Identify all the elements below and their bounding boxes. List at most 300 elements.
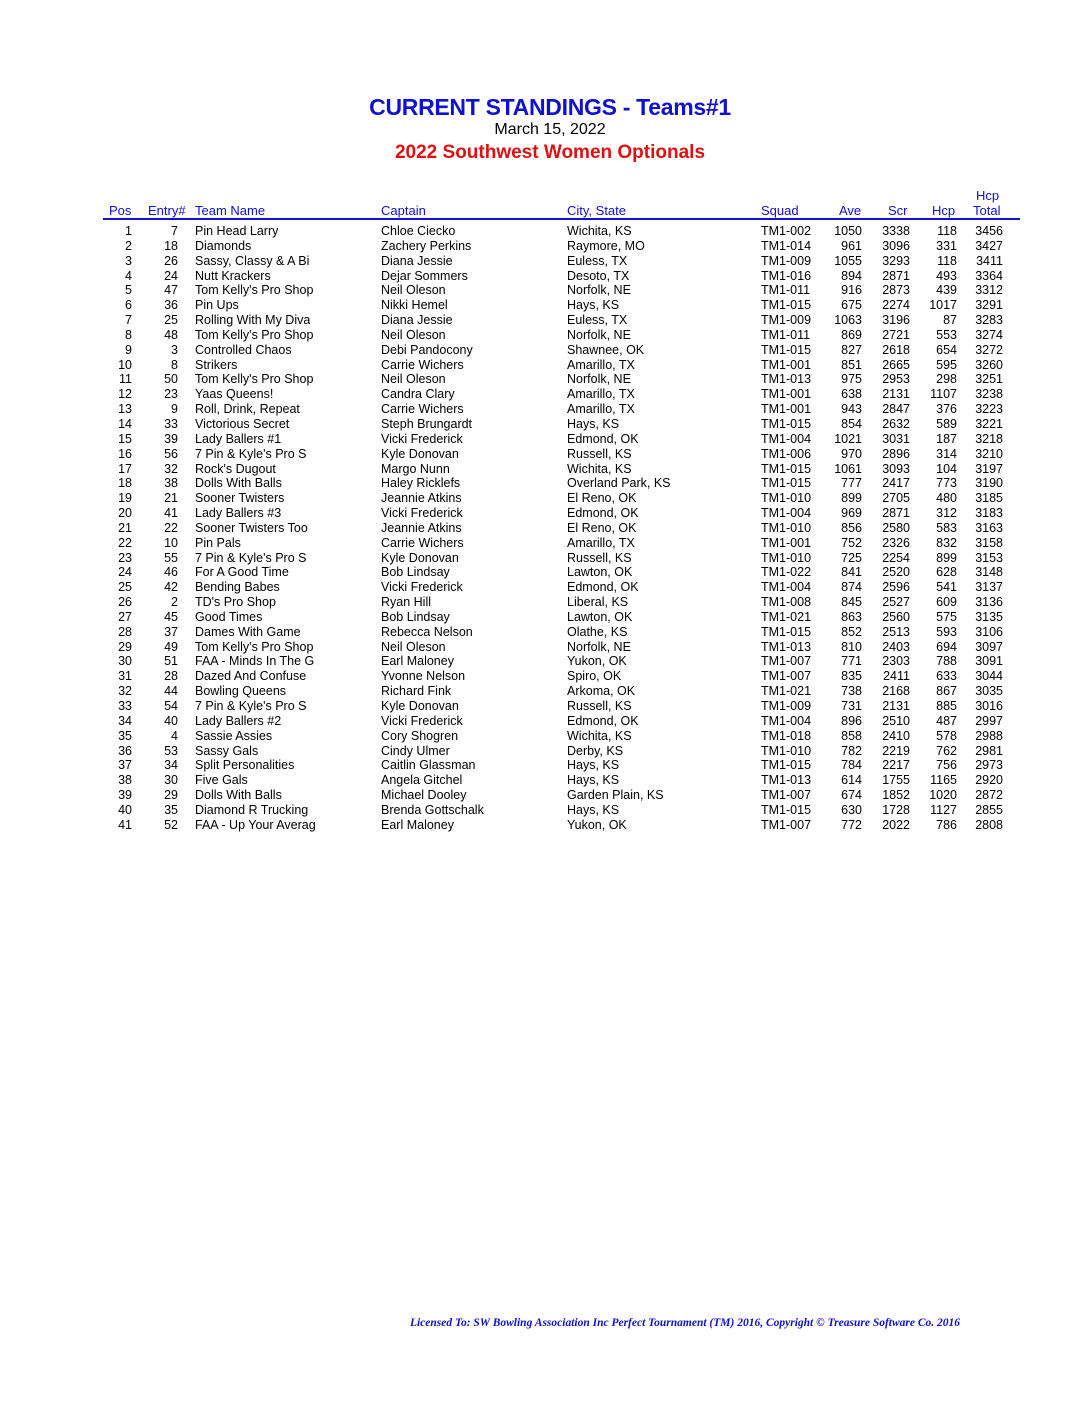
- cell-hcp-total: 2997: [975, 713, 1003, 728]
- cell-city-state: Edmond, OK: [567, 506, 639, 521]
- cell-ave: 810: [841, 639, 862, 654]
- cell-ave: 674: [841, 788, 862, 803]
- cell-captain: Dejar Sommers: [381, 268, 468, 283]
- table-row: [0, 788, 1088, 803]
- cell-pos: 38: [118, 773, 132, 788]
- cell-captain: Vicki Frederick: [381, 431, 463, 446]
- cell-scr: 2326: [882, 535, 910, 550]
- cell-pos: 21: [118, 520, 132, 535]
- cell-team-name: Five Gals: [195, 773, 248, 788]
- cell-team-name: Diamond R Trucking: [195, 802, 309, 817]
- cell-pos: 35: [118, 728, 132, 743]
- table-row: [0, 343, 1088, 358]
- cell-captain: Brenda Gottschalk: [381, 802, 484, 817]
- cell-squad: TM1-014: [761, 238, 812, 253]
- cell-scr: 2510: [882, 713, 910, 728]
- table-row: [0, 758, 1088, 773]
- table-row: [0, 625, 1088, 640]
- cell-pos: 29: [118, 639, 132, 654]
- table-row: [0, 595, 1088, 610]
- cell-ave: 916: [841, 283, 862, 298]
- cell-ave: 784: [841, 758, 862, 773]
- cell-entry: 42: [164, 580, 178, 595]
- cell-city-state: Desoto, TX: [567, 268, 630, 283]
- table-row: [0, 224, 1088, 239]
- table-row: [0, 328, 1088, 343]
- cell-scr: 3338: [882, 224, 910, 238]
- cell-entry: 30: [164, 773, 178, 788]
- cell-hcp: 1017: [929, 298, 957, 313]
- cell-captain: Diana Jessie: [381, 253, 453, 268]
- cell-pos: 30: [118, 654, 132, 669]
- cell-squad: TM1-007: [761, 654, 812, 669]
- cell-squad: TM1-015: [761, 758, 812, 773]
- cell-team-name: Pin Head Larry: [195, 224, 279, 238]
- cell-squad: TM1-006: [761, 446, 812, 461]
- cell-captain: Yvonne Nelson: [381, 669, 466, 684]
- cell-scr: 2219: [882, 743, 910, 758]
- cell-city-state: Derby, KS: [567, 743, 624, 758]
- cell-city-state: Hays, KS: [567, 298, 620, 313]
- cell-ave: 777: [841, 476, 862, 491]
- cell-city-state: Amarillo, TX: [567, 387, 635, 402]
- cell-captain: Neil Oleson: [381, 639, 446, 654]
- cell-hcp: 786: [936, 817, 957, 832]
- cell-hcp: 312: [936, 506, 957, 521]
- cell-team-name: Sassie Assies: [195, 728, 273, 743]
- cell-hcp: 578: [936, 728, 957, 743]
- cell-city-state: Arkoma, OK: [567, 684, 636, 699]
- cell-team-name: Dolls With Balls: [195, 788, 282, 803]
- cell-city-state: Euless, TX: [567, 253, 628, 268]
- cell-entry: 34: [164, 758, 178, 773]
- cell-scr: 2403: [882, 639, 910, 654]
- cell-captain: Haley Ricklefs: [381, 476, 461, 491]
- cell-ave: 1063: [834, 313, 862, 328]
- cell-squad: TM1-011: [761, 327, 811, 342]
- cell-hcp-total: 3153: [975, 550, 1003, 565]
- cell-scr: 2022: [882, 817, 910, 832]
- cell-squad: TM1-001: [761, 387, 812, 402]
- cell-ave: 845: [841, 595, 862, 610]
- cell-entry: 2: [171, 595, 178, 610]
- cell-hcp: 1127: [930, 802, 957, 817]
- cell-scr: 2417: [882, 476, 910, 491]
- cell-team-name: Split Personalities: [195, 758, 295, 773]
- cell-team-name: Rock's Dugout: [195, 461, 276, 476]
- cell-squad: TM1-016: [761, 268, 812, 283]
- cell-hcp: 633: [936, 669, 957, 684]
- cell-captain: Chloe Ciecko: [381, 224, 456, 238]
- cell-scr: 2513: [882, 624, 910, 639]
- cell-captain: Jeannie Atkins: [381, 520, 462, 535]
- cell-hcp-total: 2973: [975, 758, 1003, 773]
- cell-pos: 39: [118, 788, 132, 803]
- cell-captain: Vicki Frederick: [381, 713, 463, 728]
- cell-scr: 2873: [882, 283, 910, 298]
- cell-hcp-total: 3456: [975, 224, 1003, 238]
- cell-pos: 17: [118, 461, 132, 476]
- cell-city-state: Hays, KS: [567, 773, 620, 788]
- table-row: [0, 447, 1088, 462]
- table-row: [0, 269, 1088, 284]
- cell-hcp: 480: [936, 491, 957, 506]
- cell-entry: 35: [164, 802, 178, 817]
- cell-captain: Bob Lindsay: [381, 609, 450, 624]
- cell-squad: TM1-007: [761, 669, 812, 684]
- table-row: [0, 714, 1088, 729]
- cell-squad: TM1-010: [761, 491, 812, 506]
- cell-squad: TM1-010: [761, 520, 812, 535]
- cell-city-state: Wichita, KS: [567, 461, 632, 476]
- table-row: [0, 358, 1088, 373]
- cell-hcp: 762: [936, 743, 957, 758]
- cell-pos: 13: [118, 402, 132, 417]
- table-row: [0, 239, 1088, 254]
- cell-hcp: 583: [936, 520, 957, 535]
- cell-scr: 2560: [882, 609, 910, 624]
- table-row: [0, 699, 1088, 714]
- cell-hcp-total: 3251: [975, 372, 1003, 387]
- header-hcp-total-top: Hcp: [976, 188, 1000, 203]
- cell-scr: 1852: [882, 788, 910, 803]
- cell-team-name: 7 Pin & Kyle's Pro S: [195, 550, 307, 565]
- cell-hcp: 298: [936, 372, 957, 387]
- cell-city-state: Raymore, MO: [567, 238, 645, 253]
- cell-city-state: Hays, KS: [567, 758, 620, 773]
- cell-pos: 27: [118, 609, 132, 624]
- license-footer: Licensed To: SW Bowling Association Inc Perfect Tournament (TM) 2016, Copyright © Treasure Software Co. 2016: [409, 1317, 961, 1329]
- cell-scr: 2665: [882, 357, 910, 372]
- cell-team-name: For A Good Time: [195, 565, 289, 580]
- cell-hcp-total: 3197: [975, 461, 1003, 476]
- table-row: [0, 669, 1088, 684]
- cell-squad: TM1-015: [761, 802, 812, 817]
- cell-ave: 614: [841, 773, 862, 788]
- cell-entry: 18: [164, 238, 178, 253]
- cell-team-name: FAA - Up Your Averag: [195, 817, 316, 832]
- cell-hcp-total: 3044: [975, 669, 1003, 684]
- cell-city-state: Russell, KS: [567, 550, 632, 565]
- cell-squad: TM1-021: [761, 609, 812, 624]
- cell-captain: Neil Oleson: [381, 327, 446, 342]
- cell-entry: 49: [164, 639, 178, 654]
- cell-ave: 675: [841, 298, 862, 313]
- cell-ave: 630: [841, 802, 862, 817]
- cell-scr: 3093: [882, 461, 910, 476]
- cell-city-state: Edmond, OK: [567, 580, 639, 595]
- cell-entry: 51: [164, 654, 178, 669]
- cell-pos: 1: [125, 224, 132, 238]
- cell-squad: TM1-013: [761, 639, 812, 654]
- cell-ave: 835: [841, 669, 862, 684]
- cell-hcp: 118: [937, 224, 957, 238]
- cell-entry: 56: [164, 446, 178, 461]
- cell-captain: Nikki Hemel: [381, 298, 448, 313]
- cell-entry: 29: [164, 788, 178, 803]
- cell-ave: 896: [841, 713, 862, 728]
- table-row: [0, 551, 1088, 566]
- cell-hcp: 654: [936, 342, 957, 357]
- cell-city-state: Norfolk, NE: [567, 372, 631, 387]
- cell-entry: 9: [171, 402, 178, 417]
- report-title: CURRENT STANDINGS - Teams#1: [369, 94, 731, 120]
- cell-ave: 899: [841, 491, 862, 506]
- cell-scr: 3096: [882, 238, 910, 253]
- cell-entry: 22: [164, 520, 178, 535]
- cell-team-name: Strikers: [195, 357, 238, 372]
- cell-squad: TM1-008: [761, 595, 812, 610]
- cell-ave: 827: [841, 342, 862, 357]
- header-entry: Entry#: [148, 203, 186, 218]
- table-row: [0, 462, 1088, 477]
- cell-city-state: Spiro, OK: [567, 669, 622, 684]
- cell-captain: Earl Maloney: [381, 817, 454, 832]
- cell-pos: 40: [118, 802, 132, 817]
- cell-team-name: Dolls With Balls: [195, 476, 282, 491]
- table-row: [0, 536, 1088, 551]
- cell-scr: 2596: [882, 580, 910, 595]
- cell-entry: 37: [164, 624, 178, 639]
- cell-captain: Vicki Frederick: [381, 506, 463, 521]
- cell-team-name: Lady Ballers #1: [195, 431, 282, 446]
- cell-hcp: 487: [936, 713, 957, 728]
- cell-captain: Bob Lindsay: [381, 565, 450, 580]
- cell-scr: 3196: [882, 313, 910, 328]
- cell-team-name: 7 Pin & Kyle's Pro S: [195, 699, 307, 713]
- cell-pos: 18: [118, 476, 132, 491]
- cell-city-state: Hays, KS: [567, 802, 620, 817]
- cell-team-name: Tom Kelly's Pro Shop: [195, 283, 314, 298]
- cell-scr: 2254: [882, 550, 910, 565]
- header-captain: Captain: [381, 203, 426, 218]
- cell-team-name: Sassy Gals: [195, 743, 259, 758]
- cell-pos: 10: [118, 357, 132, 372]
- cell-ave: 638: [841, 387, 862, 402]
- cell-pos: 15: [118, 431, 132, 446]
- cell-ave: 731: [841, 699, 862, 713]
- cell-scr: 2847: [882, 402, 910, 417]
- cell-captain: Kyle Donovan: [381, 699, 459, 713]
- cell-city-state: Overland Park, KS: [567, 476, 671, 491]
- table-row: [0, 654, 1088, 669]
- cell-scr: 3293: [882, 253, 910, 268]
- cell-squad: TM1-004: [761, 580, 812, 595]
- cell-hcp: 832: [936, 535, 957, 550]
- cell-squad: TM1-015: [761, 461, 812, 476]
- cell-captain: Richard Fink: [381, 684, 452, 699]
- cell-squad: TM1-011: [761, 283, 811, 298]
- cell-ave: 869: [841, 327, 862, 342]
- cell-ave: 841: [841, 565, 862, 580]
- cell-pos: 6: [125, 298, 132, 313]
- cell-captain: Earl Maloney: [381, 654, 454, 669]
- cell-captain: Kyle Donovan: [381, 550, 459, 565]
- cell-pos: 4: [125, 268, 132, 283]
- cell-squad: TM1-013: [761, 372, 812, 387]
- table-row: [0, 521, 1088, 536]
- table-row: [0, 640, 1088, 655]
- cell-city-state: El Reno, OK: [567, 520, 637, 535]
- cell-hcp: 553: [936, 327, 957, 342]
- cell-pos: 24: [118, 565, 132, 580]
- cell-city-state: Shawnee, OK: [567, 342, 645, 357]
- cell-pos: 12: [118, 387, 132, 402]
- cell-pos: 22: [118, 535, 132, 550]
- table-row: [0, 803, 1088, 818]
- cell-team-name: Nutt Krackers: [195, 268, 271, 283]
- cell-entry: 4: [171, 728, 178, 743]
- cell-team-name: Sooner Twisters: [195, 491, 285, 506]
- cell-hcp-total: 3091: [975, 654, 1003, 669]
- cell-pos: 32: [118, 684, 132, 699]
- cell-squad: TM1-009: [761, 253, 812, 268]
- cell-city-state: Russell, KS: [567, 699, 632, 713]
- table-row: [0, 476, 1088, 491]
- cell-pos: 8: [125, 327, 132, 342]
- cell-entry: 24: [164, 268, 178, 283]
- cell-ave: 725: [841, 550, 862, 565]
- cell-hcp: 1020: [929, 788, 957, 803]
- cell-scr: 2705: [882, 491, 910, 506]
- event-name: 2022 Southwest Women Optionals: [394, 142, 706, 163]
- cell-hcp-total: 2808: [975, 817, 1003, 832]
- cell-team-name: 7 Pin & Kyle's Pro S: [195, 446, 307, 461]
- cell-squad: TM1-002: [761, 224, 812, 238]
- table-row: [0, 729, 1088, 744]
- cell-pos: 2: [125, 238, 132, 253]
- cell-hcp-total: 3218: [975, 431, 1003, 446]
- cell-city-state: Garden Plain, KS: [567, 788, 664, 803]
- cell-squad: TM1-021: [761, 684, 812, 699]
- cell-city-state: Amarillo, TX: [567, 357, 635, 372]
- cell-scr: 1755: [882, 773, 910, 788]
- cell-hcp: 885: [936, 699, 957, 713]
- cell-ave: 894: [841, 268, 862, 283]
- cell-team-name: Dazed And Confuse: [195, 669, 307, 684]
- cell-pos: 19: [118, 491, 132, 506]
- cell-scr: 2274: [882, 298, 910, 313]
- cell-hcp: 609: [936, 595, 957, 610]
- cell-scr: 2580: [882, 520, 910, 535]
- cell-hcp-total: 3135: [975, 609, 1003, 624]
- cell-hcp: 493: [936, 268, 957, 283]
- cell-hcp-total: 3183: [975, 506, 1003, 521]
- cell-entry: 25: [164, 313, 178, 328]
- table-row: [0, 387, 1088, 402]
- cell-pos: 7: [125, 313, 132, 328]
- cell-city-state: Russell, KS: [567, 446, 632, 461]
- cell-hcp: 575: [936, 609, 957, 624]
- cell-hcp: 376: [936, 402, 957, 417]
- header-rule: [103, 218, 1020, 220]
- cell-hcp-total: 3221: [975, 416, 1003, 431]
- table-row: [0, 313, 1088, 328]
- cell-pos: 5: [125, 283, 132, 298]
- cell-scr: 2896: [882, 446, 910, 461]
- cell-ave: 970: [841, 446, 862, 461]
- cell-scr: 2303: [882, 654, 910, 669]
- header-scr: Scr: [888, 203, 908, 218]
- cell-scr: 2618: [882, 342, 910, 357]
- cell-hcp-total: 3190: [975, 476, 1003, 491]
- cell-scr: 2410: [882, 728, 910, 743]
- cell-scr: 2131: [882, 699, 910, 713]
- cell-team-name: Lady Ballers #2: [195, 713, 282, 728]
- cell-hcp-total: 2920: [975, 773, 1003, 788]
- cell-ave: 854: [841, 416, 862, 431]
- cell-ave: 969: [841, 506, 862, 521]
- header-team-name: Team Name: [195, 203, 266, 218]
- table-row: [0, 744, 1088, 759]
- cell-captain: Cory Shogren: [381, 728, 459, 743]
- cell-team-name: Controlled Chaos: [195, 342, 292, 357]
- cell-pos: 26: [118, 595, 132, 610]
- table-row: [0, 298, 1088, 313]
- cell-pos: 3: [125, 253, 132, 268]
- cell-ave: 1050: [834, 224, 862, 238]
- cell-captain: Margo Nunn: [381, 461, 450, 476]
- cell-scr: 2411: [883, 669, 910, 684]
- cell-squad: TM1-013: [761, 773, 812, 788]
- cell-ave: 943: [841, 402, 862, 417]
- cell-hcp-total: 3210: [975, 446, 1003, 461]
- cell-team-name: Sooner Twisters Too: [195, 520, 308, 535]
- cell-entry: 40: [164, 713, 178, 728]
- cell-hcp: 694: [936, 639, 957, 654]
- cell-captain: Debi Pandocony: [381, 342, 473, 357]
- table-row: [0, 372, 1088, 387]
- cell-squad: TM1-022: [761, 565, 812, 580]
- cell-ave: 772: [841, 817, 862, 832]
- cell-captain: Caitlin Glassman: [381, 758, 476, 773]
- cell-ave: 863: [841, 609, 862, 624]
- cell-scr: 2953: [882, 372, 910, 387]
- cell-squad: TM1-004: [761, 431, 812, 446]
- cell-captain: Carrie Wichers: [381, 535, 464, 550]
- cell-hcp: 589: [936, 416, 957, 431]
- cell-team-name: Diamonds: [195, 238, 252, 253]
- cell-entry: 36: [164, 298, 178, 313]
- cell-scr: 2871: [882, 268, 910, 283]
- cell-entry: 7: [171, 224, 178, 238]
- cell-city-state: Olathe, KS: [567, 624, 628, 639]
- cell-captain: Rebecca Nelson: [381, 624, 473, 639]
- cell-hcp: 187: [936, 431, 957, 446]
- cell-hcp-total: 3260: [975, 357, 1003, 372]
- cell-entry: 55: [164, 550, 178, 565]
- cell-hcp-total: 3158: [975, 535, 1003, 550]
- table-row: [0, 684, 1088, 699]
- cell-ave: 851: [841, 357, 862, 372]
- cell-city-state: Yukon, OK: [567, 654, 627, 669]
- table-row: [0, 610, 1088, 625]
- table-row: [0, 417, 1088, 432]
- table-row: [0, 491, 1088, 506]
- cell-pos: 28: [118, 624, 132, 639]
- table-row: [0, 818, 1088, 833]
- cell-hcp: 118: [937, 253, 957, 268]
- cell-squad: TM1-015: [761, 476, 812, 491]
- cell-team-name: Bending Babes: [195, 580, 280, 595]
- cell-ave: 782: [841, 743, 862, 758]
- cell-captain: Zachery Perkins: [381, 238, 472, 253]
- header-hcp: Hcp: [932, 203, 956, 218]
- cell-scr: 2217: [882, 758, 910, 773]
- cell-hcp: 1107: [930, 387, 957, 402]
- header-pos: Pos: [109, 203, 132, 218]
- cell-ave: 975: [841, 372, 862, 387]
